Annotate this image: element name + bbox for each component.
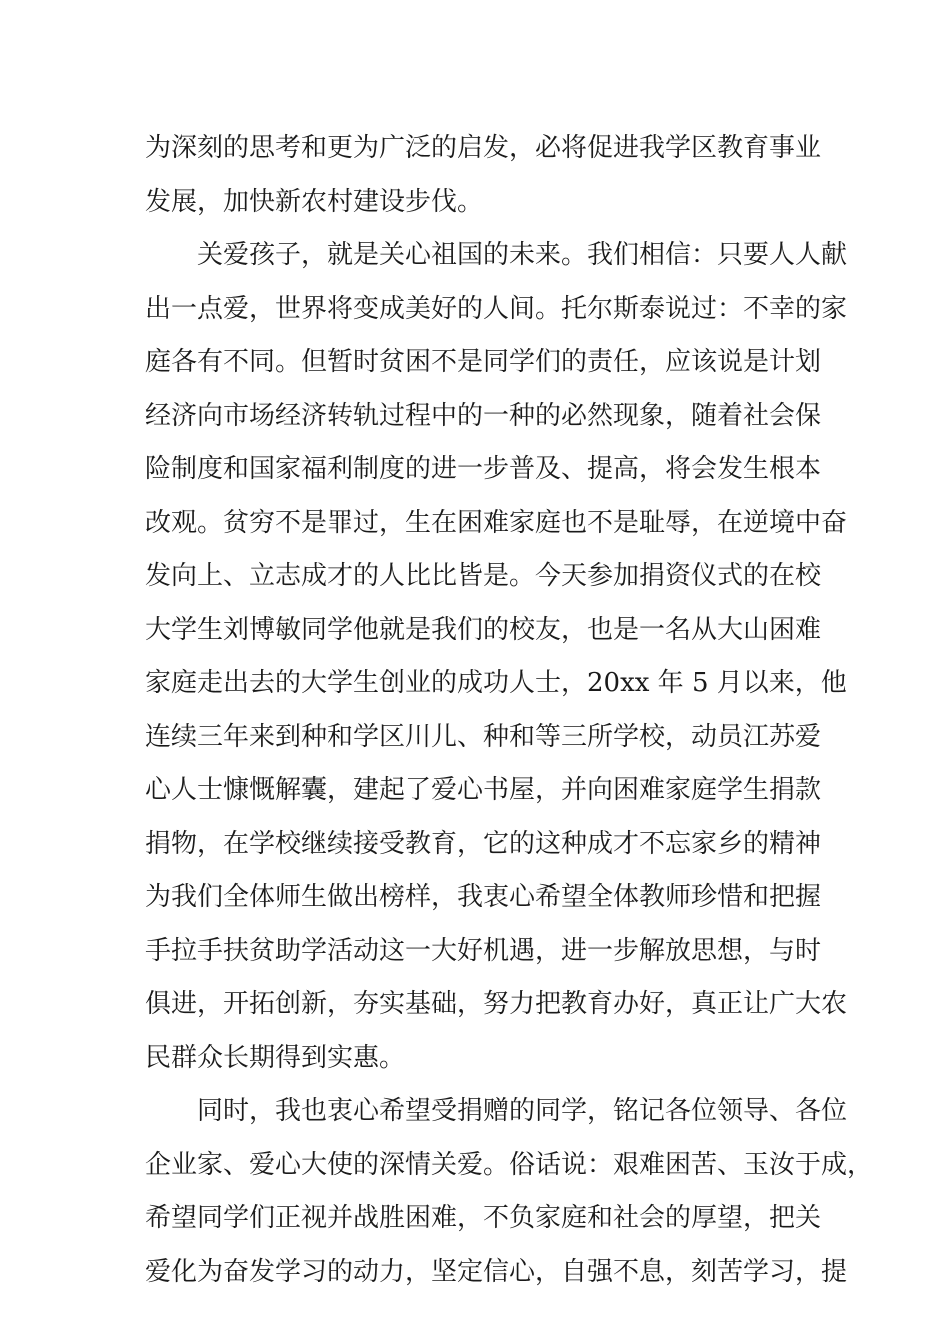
text-line: 为我们全体师生做出榜样，我衷心希望全体教师珍惜和把握 [145, 882, 822, 912]
text-line: 企业家、爱心大使的深情关爱。俗话说：艰难困苦、玉汝于成， [145, 1149, 874, 1180]
text-line: 发向上、立志成才的人比比皆是。今天参加捐资仪式的在校 [145, 561, 822, 591]
text-line: 俱进，开拓创新，夯实基础，努力把教育办好，真正让广大农 [145, 989, 848, 1019]
text-line: 关爱孩子，就是关心祖国的未来。我们相信：只要人人献 [197, 240, 848, 270]
text-line: 心人士慷慨解囊，建起了爱心书屋，并向困难家庭学生捐款 [145, 775, 822, 805]
text-line: 发展，加快新农村建设步伐。 [145, 186, 484, 217]
text-line: 希望同学们正视并战胜困难，不负家庭和社会的厚望，把关 [145, 1203, 822, 1233]
text-line: 手拉手扶贫助学活动这一大好机遇，进一步解放思想，与时 [145, 935, 822, 966]
text-line: 家庭走出去的大学生创业的成功人士，20xx 年 5 月以来，他 [145, 668, 847, 698]
body-text [145, 122, 874, 1299]
text-line: 出一点爱，世界将变成美好的人间。托尔斯泰说过：不幸的家 [145, 293, 848, 324]
text-line: 民群众长期得到实惠。 [145, 1042, 406, 1073]
text-line: 同时，我也衷心希望受捐赠的同学，铭记各位领导、各位 [197, 1096, 848, 1126]
text-line: 险制度和国家福利制度的进一步普及、提高，将会发生根本 [145, 454, 822, 484]
text-line: 改观。贫穷不是罪过，生在困难家庭也不是耻辱，在逆境中奋 [145, 507, 848, 538]
text-line: 经济向市场经济转轨过程中的一种的必然现象，随着社会保 [145, 400, 822, 431]
text-line: 捐物，在学校继续接受教育，它的这种成才不忘家乡的精神 [145, 828, 822, 859]
text-line: 庭各有不同。但暂时贫困不是同学们的责任，应该说是计划 [145, 347, 822, 377]
text-line: 连续三年来到种和学区川儿、种和等三所学校，动员江苏爱 [145, 721, 822, 752]
text-line: 为深刻的思考和更为广泛的启发，必将促进我学区教育事业 [145, 133, 822, 163]
text-line: 爱化为奋发学习的动力，坚定信心，自强不息，刻苦学习，提 [145, 1256, 848, 1287]
text-line: 大学生刘博敏同学他就是我们的校友，也是一名从大山困难 [145, 614, 822, 645]
